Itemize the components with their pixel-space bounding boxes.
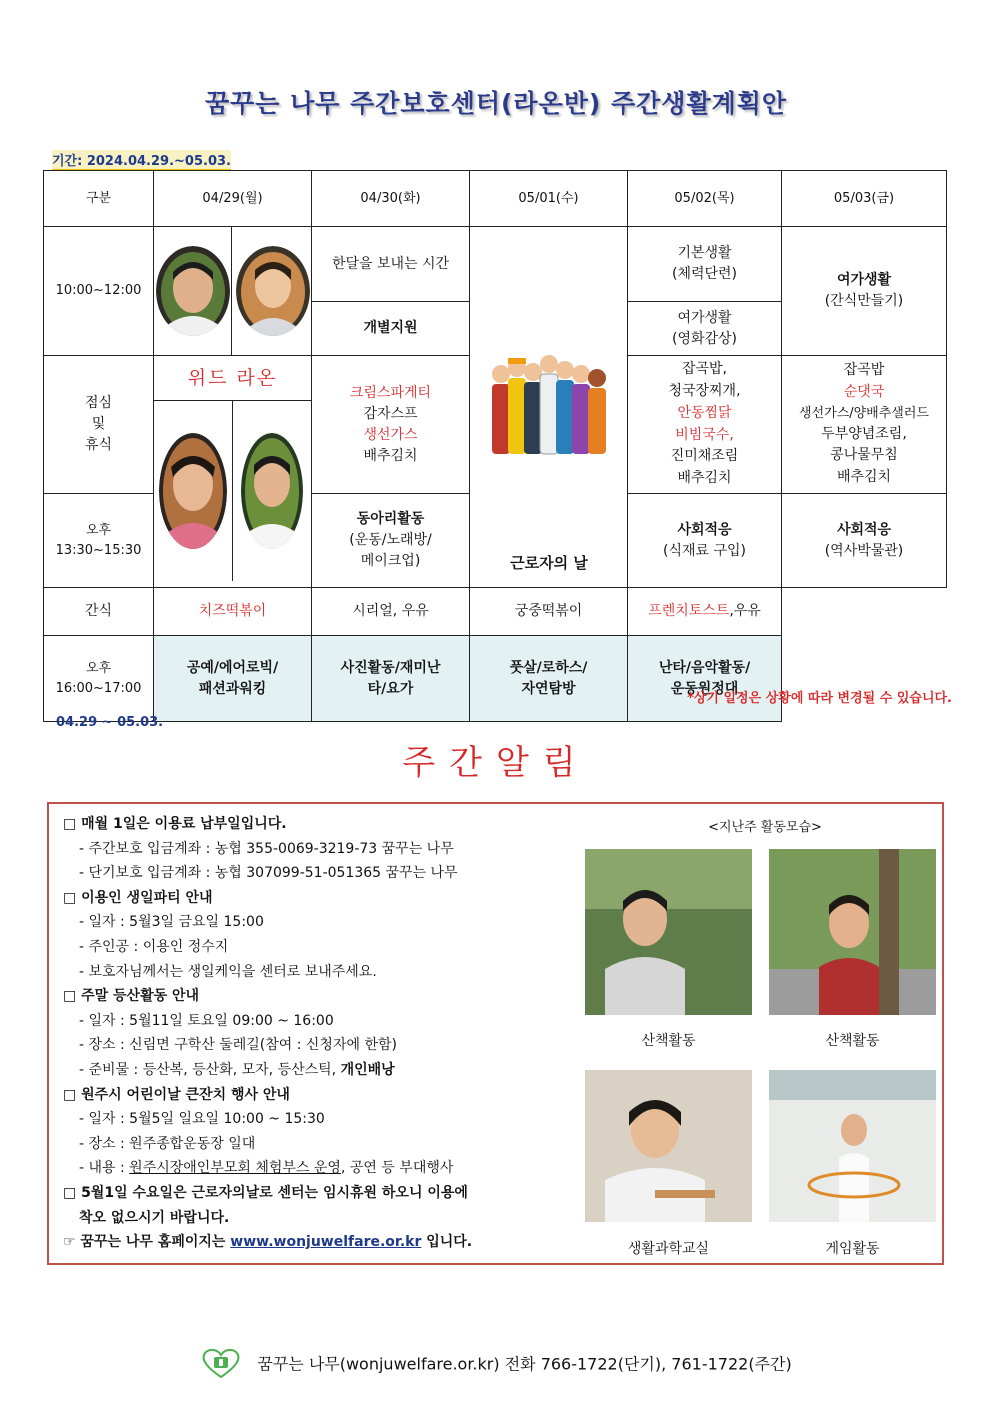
notice-item-title: □ 5월1일 수요일은 근로자의날로 센터는 임시휴원 하오니 이용에 [63, 1184, 468, 1201]
fri-late-line: 난타/음악활동/ [658, 659, 751, 676]
notice-item-title: □ 원주시 어린이날 큰잔치 행사 안내 [63, 1086, 290, 1103]
activity-caption: 게임활동 [825, 1241, 880, 1257]
notice-line: 착오 없으시기 바랍니다. [79, 1209, 230, 1226]
center-logo-icon [200, 1348, 242, 1382]
notice-line: - 보호자님께서는 생일케익을 센터로 보내주세요. [79, 963, 377, 980]
notice-line [63, 1156, 563, 1181]
thu-morning-bottom-title: 여가생활 [677, 309, 732, 326]
activities-title: <지난주 활동모습> [708, 820, 822, 835]
tue-late-line: 사진활동/재미난 [340, 659, 441, 676]
notice-line: - 일자 : 5월3일 금요일 15:00 [79, 914, 264, 931]
activity-photo-walk-2 [769, 849, 936, 1015]
table-row [44, 636, 947, 722]
thu-lunch-item: 안동찜닭 [677, 404, 732, 421]
thu-snack: 궁중떡볶이 [470, 588, 628, 636]
thu-morning-top-detail: (체력단련) [671, 266, 738, 283]
row-label-morning: 10:00~12:00 [44, 227, 154, 356]
notice-text: , 공연 등 부대행사 [340, 1160, 454, 1177]
group-name: 위드 라온 [154, 356, 311, 401]
row-label-afternoon [44, 494, 154, 588]
activity-caption: 산책활동 [641, 1033, 696, 1049]
fri-afternoon [782, 494, 947, 588]
notice-text: 입니다. [421, 1234, 473, 1251]
notice-item-title: □ 이용인 생일파티 안내 [63, 889, 213, 906]
footer-text: 꿈꾸는 나무(wonjuwelfare.or.kr) 전화 766-1722(단기), 761-1722(주간) [257, 1354, 792, 1374]
walk-photo-image [769, 849, 936, 1015]
tue-lunch [312, 356, 470, 494]
notice-line [63, 1058, 563, 1083]
mon-late-line: 공예/에어로빅/ [186, 659, 279, 676]
notice-line: - 장소 : 신림면 구학산 둘레길(참여 : 신청자에 한함) [79, 1037, 397, 1054]
participant-photo [156, 246, 230, 336]
notice-line: - 일자 : 5월11일 토요일 09:00 ~ 16:00 [79, 1012, 334, 1029]
notice-title: 주간알림 [402, 743, 590, 783]
fri-lunch-item: 콩나물무침 [830, 447, 898, 464]
activity-photo-game [769, 1070, 936, 1222]
fri-late [628, 636, 782, 722]
thu-afternoon-title: 사회적응 [677, 521, 732, 538]
fri-snack [628, 588, 782, 636]
notice-item-title: □ 주말 등산활동 안내 [63, 988, 200, 1005]
mon-late [154, 636, 312, 722]
activity-photo-walk-1 [585, 849, 752, 1015]
thu-morning-bottom [628, 302, 782, 356]
header-fri: 05/03(금) [782, 171, 947, 227]
lunch-label-3: 휴식 [84, 437, 113, 453]
fri-afternoon-title: 사회적응 [836, 521, 892, 538]
table-row [44, 588, 947, 636]
tue-lunch-item: 크림스파게티 [349, 384, 432, 401]
thu-lunch-item: 잡곡밥, [681, 361, 728, 378]
thu-afternoon-detail: (식재료 구입) [663, 542, 746, 559]
header-mon: 04/29(월) [154, 171, 312, 227]
late-label-2: 16:00~17:00 [55, 680, 142, 696]
activity-photo-science [585, 1070, 752, 1222]
row-label-snack: 간식 [44, 588, 154, 636]
notice-list [63, 812, 563, 1255]
fri-lunch-item: 순댓국 [843, 383, 885, 400]
tue-afternoon-detail: 메이크업) [360, 553, 421, 569]
table-row [44, 227, 947, 302]
game-photo-image [769, 1070, 936, 1222]
notice-line: - 장소 : 원주종합운동장 일대 [79, 1135, 256, 1152]
afternoon-label-2: 13:30~15:30 [55, 542, 142, 558]
thu-lunch [628, 356, 782, 494]
notice-text: - 준비물 : 등산복, 등산화, 모자, 등산스틱, [79, 1061, 341, 1078]
lunch-label-1: 점심 [84, 395, 113, 411]
fri-lunch-item: 배추김치 [836, 469, 892, 486]
schedule-change-note: *상기 일정은 상황에 따라 변경될 수 있습니다. [687, 691, 952, 706]
thu-lunch-item: 배추김치 [677, 469, 732, 486]
notice-item-title: □ 매월 1일은 이용료 납부일입니다. [63, 816, 287, 832]
tue-afternoon-detail: (운동/노래방/ [349, 532, 432, 548]
tue-lunch-item: 감자스프 [363, 405, 418, 422]
notice-period: 04.29 ~ 05.03. [56, 715, 164, 730]
activity-caption: 산책활동 [825, 1033, 880, 1049]
fri-snack-red: 프렌치토스트 [648, 603, 730, 619]
tue-afternoon [312, 494, 470, 588]
workers-illustration [484, 344, 614, 464]
fri-snack-rest: ,우유 [729, 603, 761, 619]
wed-holiday-cell [470, 227, 628, 588]
thu-morning-bottom-detail: (영화감상) [671, 330, 738, 347]
participant-photo [159, 433, 227, 549]
fri-lunch-item: 생선가스/양배추샐러드 [799, 405, 929, 421]
thu-late [470, 636, 628, 722]
header-wed: 05/01(수) [470, 171, 628, 227]
fri-morning-title: 여가생활 [836, 272, 892, 288]
thu-late-line: 자연탐방 [521, 680, 576, 697]
table-header-row [44, 171, 947, 227]
walk-photo-image [585, 849, 752, 1015]
science-photo-image [585, 1070, 752, 1222]
fri-morning [782, 227, 947, 356]
header-thu: 05/02(목) [628, 171, 782, 227]
thu-afternoon [628, 494, 782, 588]
homepage-line [63, 1230, 563, 1255]
activity-caption: 생활과학교실 [627, 1241, 710, 1257]
fri-afternoon-detail: (역사박물관) [824, 542, 904, 559]
thu-morning-top-title: 기본생활 [677, 245, 732, 262]
notice-text-bold: 개인배낭 [340, 1061, 395, 1078]
row-label-lunch [44, 356, 154, 494]
fri-morning-detail: (간식만들기) [824, 293, 904, 309]
late-label-1: 오후 [85, 661, 112, 676]
tue-snack: 시리얼, 우유 [312, 588, 470, 636]
fri-lunch-item: 잡곡밥 [843, 362, 885, 379]
header-category: 구분 [44, 171, 154, 227]
homepage-link[interactable]: www.wonjuwelfare.or.kr [230, 1234, 422, 1251]
participant-photo [241, 433, 303, 549]
participant-photo [236, 246, 310, 336]
afternoon-label-1: 오후 [85, 523, 112, 538]
tue-afternoon-title: 동아리활동 [356, 511, 425, 527]
notice-text: ☞ 꿈꾸는 나무 홈페이지는 [63, 1234, 231, 1251]
mon-snack: 치즈떡볶이 [154, 588, 312, 636]
tue-lunch-item: 생선가스 [363, 426, 418, 443]
thu-lunch-item: 청국장찌개, [668, 383, 741, 400]
mon-group-cell [154, 356, 312, 588]
page-title: 꿈꾸는 나무 주간보호센터(라온반) 주간생활계획안 [204, 89, 788, 118]
notice-line: - 단기보호 입금계좌 : 농협 307099-51-051365 꿈꾸는 나무 [79, 865, 458, 882]
fri-lunch [782, 356, 947, 494]
notice-line: - 주간보호 입금계좌 : 농협 355-0069-3219-73 꿈꾸는 나무 [79, 840, 454, 857]
footer [0, 1348, 992, 1382]
notice-line: - 일자 : 5월5일 일요일 10:00 ~ 15:30 [79, 1111, 325, 1128]
tue-lunch-item: 배추김치 [363, 447, 418, 464]
wed-holiday-label: 근로자의 날 [510, 554, 588, 572]
tue-late-line: 타/요가 [367, 680, 414, 697]
notice-text: - 내용 : [79, 1160, 130, 1177]
notice-text-underlined: 원주시장애인부모회 체험부스 운영 [129, 1160, 341, 1177]
weekly-schedule-table [43, 170, 947, 722]
tue-morning-top: 한달을 보내는 시간 [312, 227, 470, 302]
mon-late-line: 패션과워킹 [198, 680, 267, 697]
row-label-late [44, 636, 154, 722]
schedule-period: 기간: 2024.04.29.~05.03. [52, 150, 231, 171]
fri-late-line: 운동원정대 [670, 680, 739, 697]
thu-lunch-item: 비빔국수, [675, 426, 734, 443]
thu-lunch-item: 진미채조림 [670, 448, 739, 465]
tue-late [312, 636, 470, 722]
lunch-label-2: 및 [91, 416, 106, 432]
mon-photo-top [154, 227, 312, 356]
tue-morning-bottom: 개별지원 [312, 302, 470, 356]
thu-late-line: 풋살/로하스/ [509, 659, 588, 676]
notice-line: - 주인공 : 이용인 정수지 [79, 938, 229, 955]
fri-lunch-item: 두부양념조림, [821, 425, 907, 442]
header-tue: 04/30(화) [312, 171, 470, 227]
thu-morning-top [628, 227, 782, 302]
